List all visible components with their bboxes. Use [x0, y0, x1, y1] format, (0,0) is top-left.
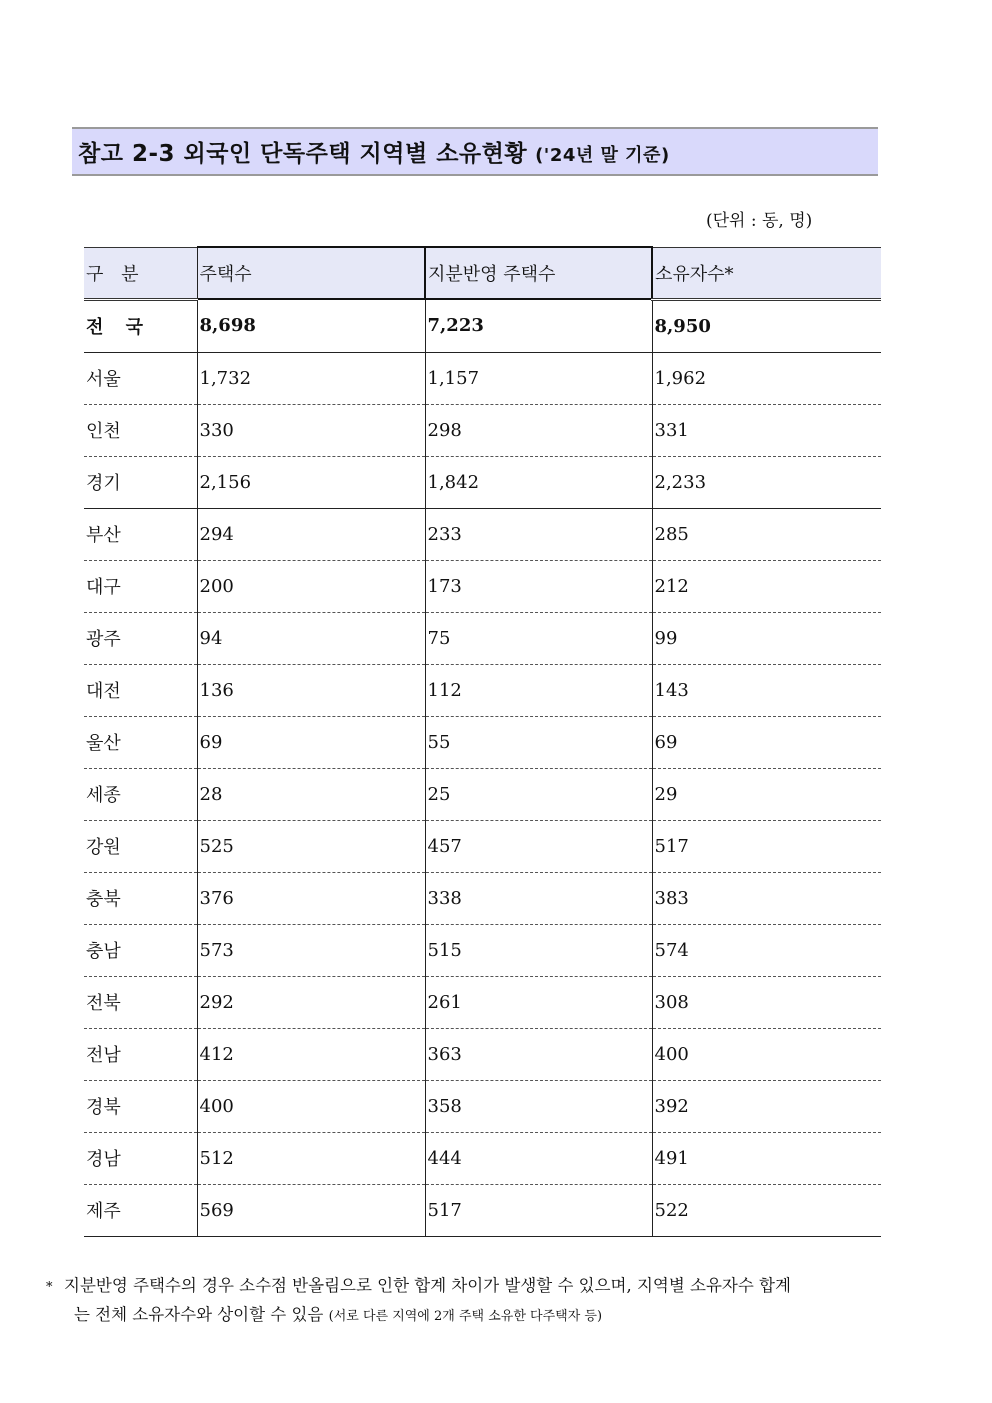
table-row — [84, 768, 881, 820]
cell-share-houses: 173 — [425, 560, 652, 612]
cell-houses: 136 — [197, 664, 425, 716]
title-bar — [72, 127, 878, 176]
table-row-total — [84, 299, 881, 352]
cell-share-houses: 75 — [425, 612, 652, 664]
table-row — [84, 1028, 881, 1080]
cell-houses: 569 — [197, 1184, 425, 1236]
cell-share-houses: 515 — [425, 924, 652, 976]
cell-owners: 308 — [652, 976, 881, 1028]
cell-share-houses: 457 — [425, 820, 652, 872]
row-name: 부산 — [84, 508, 197, 560]
row-name: 경북 — [84, 1080, 197, 1132]
table-row — [84, 1080, 881, 1132]
cell-owners: 2,233 — [652, 456, 881, 508]
cell-share-houses: 7,223 — [425, 299, 652, 352]
row-name: 제주 — [84, 1184, 197, 1236]
row-name: 경남 — [84, 1132, 197, 1184]
row-name: 세종 — [84, 768, 197, 820]
cell-houses: 512 — [197, 1132, 425, 1184]
cell-houses: 294 — [197, 508, 425, 560]
footnote-line-2 — [46, 1301, 951, 1330]
table-header-row — [84, 247, 881, 299]
cell-houses: 1,732 — [197, 352, 425, 404]
cell-share-houses: 338 — [425, 872, 652, 924]
row-name: 충남 — [84, 924, 197, 976]
table-row — [84, 872, 881, 924]
cell-houses: 28 — [197, 768, 425, 820]
row-name: 충북 — [84, 872, 197, 924]
header-houses: 주택수 — [197, 247, 425, 299]
cell-owners: 99 — [652, 612, 881, 664]
cell-houses: 2,156 — [197, 456, 425, 508]
cell-owners: 574 — [652, 924, 881, 976]
row-name: 울산 — [84, 716, 197, 768]
cell-houses: 573 — [197, 924, 425, 976]
cell-owners: 29 — [652, 768, 881, 820]
table-row — [84, 404, 881, 456]
cell-share-houses: 25 — [425, 768, 652, 820]
cell-owners: 517 — [652, 820, 881, 872]
cell-share-houses: 358 — [425, 1080, 652, 1132]
row-name: 전남 — [84, 1028, 197, 1080]
row-name: 경기 — [84, 456, 197, 508]
row-name: 대전 — [84, 664, 197, 716]
cell-owners: 522 — [652, 1184, 881, 1236]
row-name: 광주 — [84, 612, 197, 664]
cell-owners: 491 — [652, 1132, 881, 1184]
footnote-marker: * — [46, 1280, 53, 1295]
table-row — [84, 976, 881, 1028]
cell-houses: 400 — [197, 1080, 425, 1132]
cell-houses: 330 — [197, 404, 425, 456]
title-main: 참고 2-3 외국인 단독주택 지역별 소유현황 — [78, 141, 528, 167]
table-row — [84, 1184, 881, 1236]
cell-houses: 376 — [197, 872, 425, 924]
footnote-line-1 — [46, 1272, 951, 1301]
cell-houses: 94 — [197, 612, 425, 664]
footnote-text-2: 는 전체 소유자수와 상이할 수 있음 — [74, 1305, 324, 1324]
row-name: 대구 — [84, 560, 197, 612]
table-row — [84, 612, 881, 664]
table-row — [84, 820, 881, 872]
cell-houses: 69 — [197, 716, 425, 768]
cell-share-houses: 444 — [425, 1132, 652, 1184]
header-share-houses: 지분반영 주택수 — [425, 247, 652, 299]
footnote — [46, 1272, 951, 1330]
cell-share-houses: 298 — [425, 404, 652, 456]
table-row — [84, 716, 881, 768]
cell-owners: 8,950 — [652, 299, 881, 352]
table-row — [84, 1132, 881, 1184]
cell-houses: 412 — [197, 1028, 425, 1080]
row-name: 서울 — [84, 352, 197, 404]
cell-owners: 285 — [652, 508, 881, 560]
cell-houses: 525 — [197, 820, 425, 872]
header-category: 구 분 — [84, 247, 197, 299]
table-row — [84, 664, 881, 716]
table-row — [84, 924, 881, 976]
ownership-table — [84, 246, 881, 1237]
cell-houses: 8,698 — [197, 299, 425, 352]
header-owners: 소유자수* — [652, 247, 881, 299]
cell-owners: 69 — [652, 716, 881, 768]
cell-owners: 1,962 — [652, 352, 881, 404]
unit-label: (단위 : 동, 명) — [706, 211, 813, 231]
cell-share-houses: 233 — [425, 508, 652, 560]
footnote-text-2-small: (서로 다른 지역에 2개 주택 소유한 다주택자 등) — [328, 1309, 603, 1324]
table-row — [84, 352, 881, 404]
cell-owners: 392 — [652, 1080, 881, 1132]
cell-owners: 331 — [652, 404, 881, 456]
row-name: 전북 — [84, 976, 197, 1028]
row-name: 전 국 — [84, 299, 197, 352]
cell-share-houses: 55 — [425, 716, 652, 768]
cell-share-houses: 363 — [425, 1028, 652, 1080]
cell-houses: 292 — [197, 976, 425, 1028]
cell-share-houses: 261 — [425, 976, 652, 1028]
cell-houses: 200 — [197, 560, 425, 612]
cell-owners: 400 — [652, 1028, 881, 1080]
footnote-text-1: 지분반영 주택수의 경우 소수점 반올림으로 인한 합계 차이가 발생할 수 있으며, 지역별 소유자수 합계 — [64, 1276, 791, 1295]
table-row — [84, 508, 881, 560]
cell-owners: 212 — [652, 560, 881, 612]
cell-owners: 143 — [652, 664, 881, 716]
title-subtitle: ('24년 말 기준) — [535, 145, 670, 166]
row-name: 인천 — [84, 404, 197, 456]
cell-share-houses: 1,157 — [425, 352, 652, 404]
page-title — [72, 135, 670, 168]
table-row — [84, 456, 881, 508]
cell-share-houses: 517 — [425, 1184, 652, 1236]
row-name: 강원 — [84, 820, 197, 872]
cell-share-houses: 1,842 — [425, 456, 652, 508]
cell-owners: 383 — [652, 872, 881, 924]
cell-share-houses: 112 — [425, 664, 652, 716]
table-row — [84, 560, 881, 612]
